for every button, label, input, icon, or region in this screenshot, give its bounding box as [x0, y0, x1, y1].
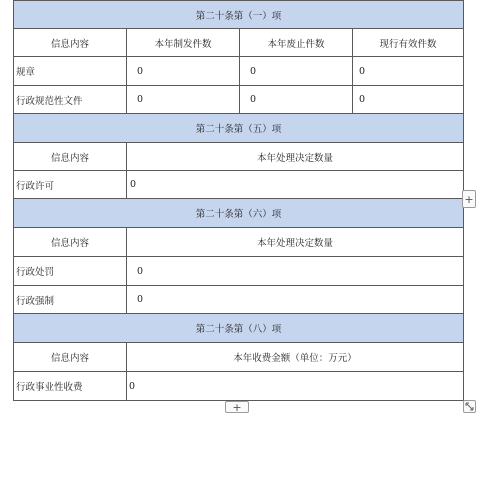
cell-value: 0 [239, 86, 352, 113]
cell-value: 0 [126, 57, 239, 85]
table-row [14, 372, 463, 401]
disclosure-table [13, 0, 464, 401]
table-row [14, 57, 463, 86]
column-header-row [14, 228, 463, 257]
row-label: 行政规范性文件 [16, 95, 83, 107]
table-row [14, 86, 463, 114]
section-header: 第二十条第（五）项 [14, 114, 463, 142]
section-header: 第二十条第（六）项 [14, 199, 463, 227]
column-header: 本年处理决定数量 [126, 228, 463, 256]
column-header-row [14, 343, 463, 372]
plus-icon: + [464, 192, 474, 206]
table-row [14, 171, 463, 199]
column-header: 信息内容 [50, 38, 89, 50]
plus-icon: + [232, 400, 242, 414]
cell-value: 0 [126, 171, 463, 198]
column-header-row [14, 143, 463, 171]
add-row-button[interactable] [225, 401, 249, 413]
row-label: 行政强制 [16, 295, 55, 307]
section-header: 第二十条第（八）项 [14, 314, 463, 342]
table-resize-handle[interactable] [463, 400, 476, 413]
cell-value: 0 [352, 86, 463, 113]
section-header-row [14, 114, 463, 143]
column-header: 本年处理决定数量 [126, 143, 463, 170]
row-label: 规章 [16, 67, 36, 78]
section-header-row [14, 0, 463, 29]
column-header: 信息内容 [50, 238, 89, 249]
row-label: 行政许可 [16, 180, 55, 192]
section-header-row [14, 199, 463, 228]
column-header: 本年收费金额（单位：万元） [126, 343, 463, 371]
table-row [14, 286, 463, 314]
cell-value: 0 [126, 286, 463, 313]
row-label: 行政事业性收费 [16, 382, 83, 393]
table-row [14, 257, 463, 286]
cell-value: 0 [239, 57, 352, 85]
cell-value: 0 [352, 57, 463, 85]
section-header-row [14, 314, 463, 343]
section-header: 第二十条第（一）项 [14, 1, 463, 28]
cell-value: 0 [126, 257, 463, 285]
column-header: 现行有效件数 [352, 29, 463, 56]
cell-value: 0 [126, 86, 239, 113]
column-header: 本年制发件数 [126, 29, 239, 56]
row-label: 行政处罚 [16, 267, 55, 278]
resize-diagonal-icon [464, 401, 475, 412]
cell-value: 0 [126, 372, 463, 400]
column-header: 信息内容 [50, 152, 89, 164]
column-header: 信息内容 [50, 353, 89, 364]
column-header: 本年废止件数 [239, 29, 352, 56]
column-header-row [14, 29, 463, 57]
add-column-button[interactable] [462, 190, 476, 208]
